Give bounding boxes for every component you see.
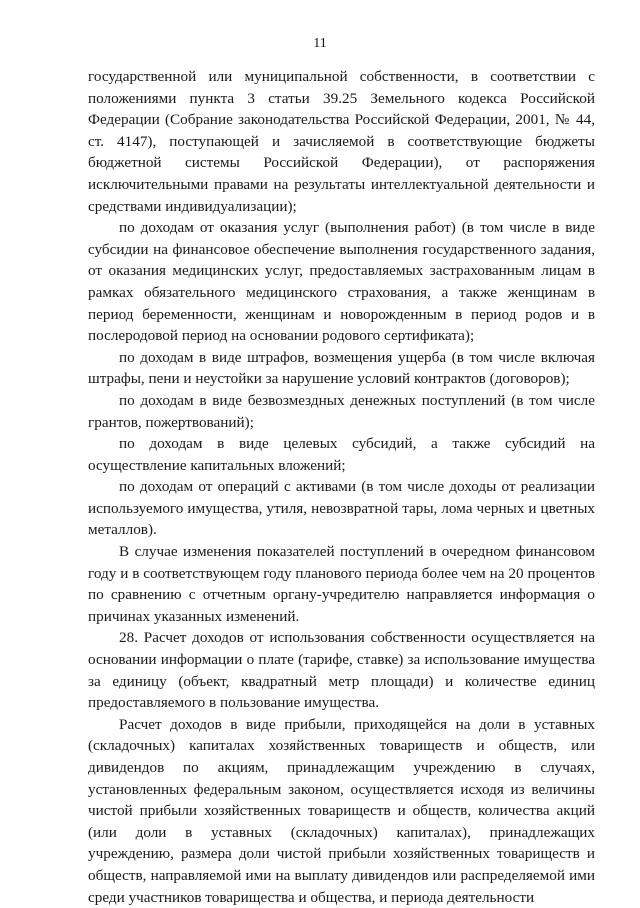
paragraph-continuation: государственной или муниципальной собственности, в соответствии с положениями пункта 3 статьи 39.25 Земельного кодекса Российской Федерации (Собрание законодательства Российской Федерации, 2001, № 44, ст. 4147), поступающей и зачисляемой в соответствующие бюджеты бюджетной системы Российской Федерации), от распоряжения исключительными правами на результаты интеллектуальной деятельности и средствами индивидуализации); [88, 68, 595, 215]
paragraph-grants-income: по доходам в виде безвозмездных денежных поступлений (в том числе грантов, пожертвований); [88, 391, 595, 431]
paragraph-changes-notice: В случае изменения показателей поступлений в очередном финансовом году и в соответствующем году планового периода более чем на 20 процентов по сравнению с отчетным органу-учредителю направляется информация о причинах указанных изменений. [88, 543, 595, 625]
page-number: 11 [313, 36, 327, 51]
paragraph-services-income: по доходам от оказания услуг (выполнения работ) (в том числе в виде субсидии на финансовое обеспечение выполнения государственного задания, от оказания медицинских услуг, предоставляемых застрахованным лицам в рамках обязательного медицинского страхования, а также женщинам в период беременности, женщинам и новорожденным в период родов и в послеродовой период на основании родового сертификата); [88, 219, 595, 345]
paragraph-subsidies-income: по доходам в виде целевых субсидий, а также субсидий на осуществление капитальных вложений; [88, 435, 595, 474]
paragraph-item-28: 28. Расчет доходов от использования собственности осуществляется на основании информации о плате (тарифе, ставке) за использование имущества за единицу (объект, квадратный метр площади) и количестве единиц предоставляемого в пользование имущества. [88, 629, 595, 712]
paragraph-fines-income: по доходам в виде штрафов, возмещения ущерба (в том числе включая штрафы, пени и неустойки за нарушение условий контрактов (договоров); [88, 348, 595, 388]
paragraph-assets-income: по доходам от операций с активами (в том числе доходы от реализации используемого имущества, утиля, невозвратной тары, лома черных и цветных металлов). [88, 478, 595, 539]
document-body [88, 66, 595, 908]
paragraph-dividends: Расчет доходов в виде прибыли, приходящейся на доли в уставных (складочных) капиталах хозяйственных товариществ и обществ, или дивидендов по акциям, принадлежащим учреждению в случаях, установленных федеральным законом, осуществляется исходя из величины чистой прибыли хозяйственных товариществ и обществ, количества акций (или доли в уставных (складочных) капиталах), принадлежащих учреждению, размера доли чистой прибыли хозяйственных товариществ и обществ, направляемой ими на выплату дивидендов или распределяемой ими среди участников товарищества и общества, и периода деятельности [88, 715, 595, 906]
